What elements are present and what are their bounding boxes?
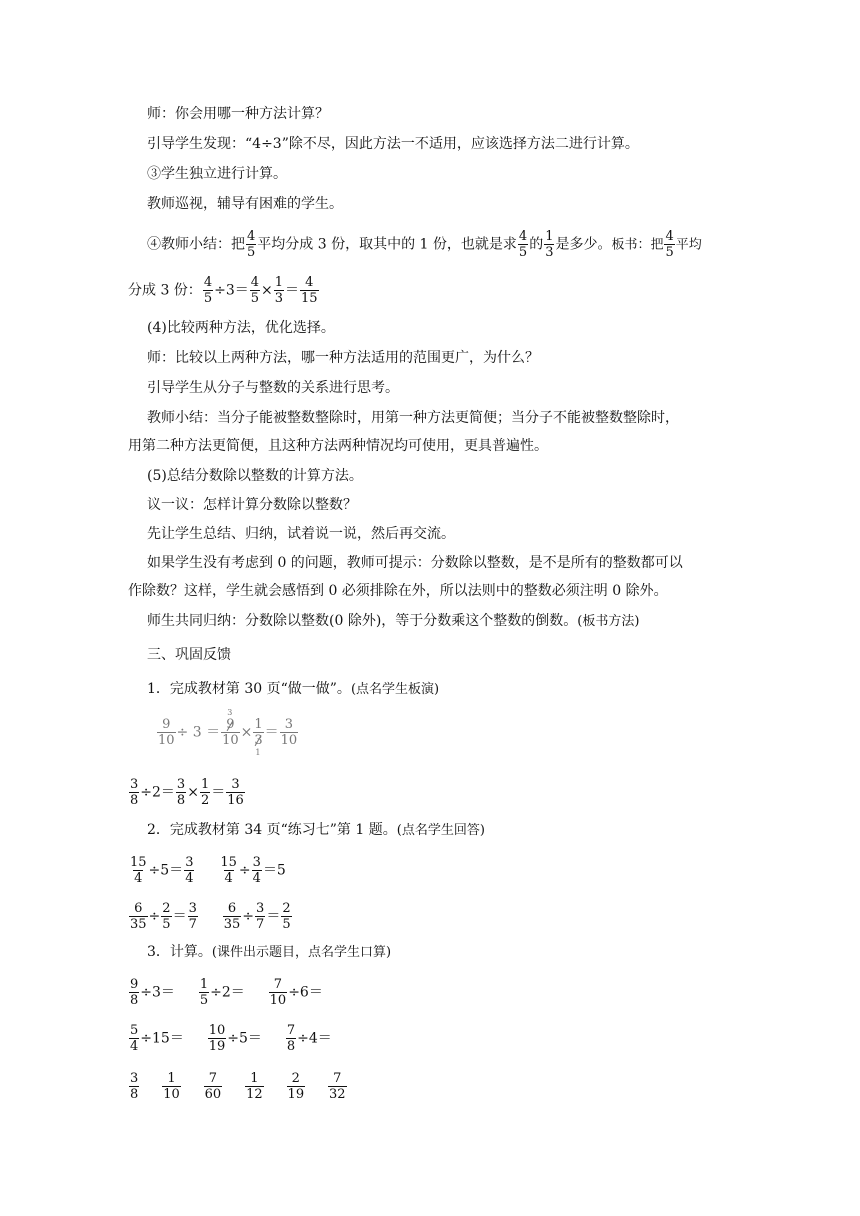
denominator: 10 <box>163 1087 180 1102</box>
denominator: 5 <box>247 245 256 260</box>
numerator: 4 <box>305 275 314 290</box>
exercise-row <box>128 902 293 931</box>
text-span: 3．计算。 <box>147 944 212 960</box>
answer-fraction <box>204 1072 223 1101</box>
text-line <box>147 679 439 700</box>
numerator: 1 <box>167 1071 176 1086</box>
text-span: 1．完成教材第 30 页“做一做”。 <box>147 681 351 697</box>
text-span: 是多少。 <box>555 236 612 253</box>
fraction <box>208 1024 227 1053</box>
blackboard-note: (点名学生回答) <box>396 823 485 838</box>
fraction <box>129 856 148 885</box>
denominator: 12 <box>246 1087 263 1102</box>
fraction <box>223 902 242 931</box>
numerator: 4 <box>247 229 256 244</box>
text-line: 用第二种方法更简便，且这种方法两种情况均可使用，更具普遍性。 <box>128 438 548 454</box>
numerator: 4 <box>203 275 213 290</box>
denominator: 8 <box>130 793 139 808</box>
fraction <box>252 856 262 885</box>
operator: ＝ <box>172 908 187 925</box>
numerator: 4 <box>665 229 674 244</box>
denominator: 15 <box>301 291 318 306</box>
denominator: 8 <box>130 993 139 1008</box>
fraction <box>664 230 674 259</box>
operator: ＝ <box>211 784 226 801</box>
numerator: 6 <box>134 901 143 916</box>
fraction <box>280 718 299 747</box>
numerator: 3 <box>252 855 261 870</box>
blackboard-note: (板书方法) <box>577 614 640 629</box>
exercise-row <box>128 978 323 1007</box>
numerator: 15 <box>220 855 237 870</box>
numerator: 6 <box>227 901 237 916</box>
blackboard-note: (课件出示题目，点名学生口算) <box>211 945 392 960</box>
denominator: 35 <box>223 917 241 932</box>
operator: × <box>240 724 253 741</box>
fraction <box>286 1024 296 1053</box>
fraction <box>188 902 198 931</box>
text-line: 作除数？这样，学生就会感悟到 0 必须排除在外，所以法则中的整数必须注明 0 除外。 <box>128 583 668 599</box>
denominator: 7 <box>188 917 197 932</box>
numerator: 3 <box>231 777 240 792</box>
numerator: 5 <box>130 1023 139 1038</box>
cancelled-numerator <box>225 708 235 732</box>
operator: ÷ <box>148 908 161 925</box>
numerator: 7 <box>273 977 283 992</box>
text-line-formula <box>128 276 320 305</box>
denominator: 8 <box>286 1039 296 1054</box>
text-line: (5)总结分数除以整数的计算方法。 <box>147 468 363 484</box>
numerator: 9 <box>130 977 139 992</box>
fraction <box>161 902 171 931</box>
answer-row <box>128 1072 348 1101</box>
blackboard-note: 平均 <box>675 237 702 253</box>
denominator: 8 <box>130 1087 139 1102</box>
denominator: 60 <box>204 1087 222 1102</box>
text-line: 师：你会用哪一种方法计算？ <box>147 106 329 122</box>
fraction <box>269 978 288 1007</box>
denominator: 5 <box>518 245 528 260</box>
text-line: 引导学生从分子与整数的关系进行思考。 <box>147 380 399 396</box>
exercise-row <box>128 1024 332 1053</box>
denominator: 3 <box>274 291 284 306</box>
numerator: 2 <box>291 1071 300 1086</box>
text-span: 的 <box>529 236 544 253</box>
text-line: (4)比较两种方法，优化选择。 <box>147 320 335 336</box>
answer-fraction <box>287 1072 306 1101</box>
numerator: 1 <box>200 777 210 792</box>
operator: ÷15＝ <box>140 1030 184 1047</box>
fraction <box>184 856 194 885</box>
reduced-value: 1 <box>255 748 261 757</box>
text-line: 教师小结：当分子能被整数整除时，用第一种方法更简便；当分子不能被整数整除时， <box>147 410 679 426</box>
numerator: 15 <box>130 855 147 870</box>
operator: ÷4＝ <box>297 1030 332 1047</box>
numerator: 4 <box>250 275 260 290</box>
numerator: 1 <box>250 1071 259 1086</box>
denominator: 10 <box>280 733 298 748</box>
fraction <box>255 902 265 931</box>
numerator: 3 <box>284 717 294 732</box>
numerator: 4 <box>518 229 528 244</box>
denominator: 19 <box>208 1039 226 1054</box>
operator: ÷2＝ <box>210 984 245 1001</box>
operator: ÷2＝ <box>140 784 175 801</box>
numerator: 9 <box>226 717 235 732</box>
numerator: 7 <box>333 1071 342 1086</box>
text-span: 平均分成 3 份，取其中的 1 份，也就是求 <box>257 236 517 253</box>
reduced-value: 3 <box>227 708 233 717</box>
answer-fraction <box>162 1072 181 1101</box>
blackboard-note: 板书：把 <box>611 237 664 253</box>
numerator: 2 <box>162 901 171 916</box>
denominator: 4 <box>252 871 261 886</box>
blackboard-note: (点名学生板演) <box>350 682 440 697</box>
fraction <box>203 276 213 305</box>
denominator: 8 <box>176 793 186 808</box>
denominator: 5 <box>162 917 171 932</box>
denominator: 7 <box>256 917 265 932</box>
denominator: 10 <box>269 993 287 1008</box>
answer-fraction <box>129 1072 139 1101</box>
denominator: 10 <box>222 733 239 748</box>
answer-fraction <box>328 1072 347 1101</box>
fraction <box>199 978 209 1007</box>
answer-fraction <box>245 1072 264 1101</box>
fraction <box>253 717 263 757</box>
numerator: 7 <box>286 1023 296 1038</box>
fraction <box>281 902 291 931</box>
denominator: 5 <box>199 993 209 1008</box>
denominator: 5 <box>665 245 674 260</box>
fraction <box>274 276 284 305</box>
text-line <box>147 611 639 632</box>
numerator: 3 <box>185 855 194 870</box>
operator: ÷5＝ <box>227 1030 262 1047</box>
operator: ÷ 3 ＝ <box>176 724 221 741</box>
numerator: 3 <box>176 777 186 792</box>
numerator: 1 <box>199 977 209 992</box>
numerator: 3 <box>130 1071 139 1086</box>
denominator: 4 <box>134 871 143 886</box>
operator: ÷6＝ <box>288 984 323 1001</box>
operator: × <box>261 282 273 299</box>
cancelled-denominator <box>253 732 263 757</box>
text-line: 先让学生总结、归纳，试着说一说，然后再交流。 <box>147 526 455 542</box>
numerator: 3 <box>130 777 139 792</box>
operator: ÷3＝ <box>214 282 249 299</box>
denominator: 19 <box>287 1087 305 1102</box>
numerator: 1 <box>274 275 284 290</box>
numerator: 1 <box>254 717 263 732</box>
fraction <box>226 778 245 807</box>
denominator: 4 <box>185 871 194 886</box>
numerator: 7 <box>208 1071 218 1086</box>
text-span: 分成 3 份： <box>128 282 202 299</box>
fraction <box>250 276 260 305</box>
text-line <box>147 820 485 841</box>
fraction <box>221 708 240 748</box>
denominator: 2 <box>200 793 210 808</box>
section-heading: 三、巩固反馈 <box>147 647 231 663</box>
numerator: 9 <box>162 717 171 732</box>
denominator: 35 <box>130 917 147 932</box>
text-line-summary <box>147 230 702 259</box>
text-line: 如果学生没有考虑到 0 的问题，教师可提示：分数除以整数，是不是所有的整数都可以 <box>147 555 683 571</box>
text-span: ④教师小结：把 <box>147 236 245 253</box>
fraction <box>129 978 139 1007</box>
fraction <box>300 276 319 305</box>
operator: ＝ <box>285 282 300 299</box>
fraction <box>544 230 554 259</box>
numerator: 3 <box>188 901 197 916</box>
fraction <box>246 230 256 259</box>
denominator: 4 <box>224 871 233 886</box>
worked-example <box>128 778 246 807</box>
fraction <box>129 1024 139 1053</box>
text-line <box>147 942 391 963</box>
numerator: 10 <box>208 1023 226 1038</box>
denominator: 4 <box>130 1039 139 1054</box>
denominator: 3 <box>254 733 263 748</box>
exercise-row <box>128 856 286 885</box>
text-span: 2．完成教材第 34 页“练习七”第 1 题。 <box>147 822 397 838</box>
text-line: 教师巡视，辅导有困难的学生。 <box>147 196 343 212</box>
fraction <box>157 718 176 747</box>
numerator: 3 <box>256 901 265 916</box>
worked-example <box>156 708 299 757</box>
operator: ÷5＝ <box>148 862 184 879</box>
operator: ＝ <box>266 908 281 925</box>
text-line: ③学生独立进行计算。 <box>147 166 287 182</box>
denominator: 5 <box>250 291 260 306</box>
operator: ÷3＝ <box>140 984 175 1001</box>
operator: ÷ <box>238 862 251 879</box>
denominator: 3 <box>545 245 554 260</box>
operator: ＝ <box>264 724 279 741</box>
text-line: 引导学生发现：“4÷3”除不尽，因此方法一不适用，应该选择方法二进行计算。 <box>147 136 639 152</box>
fraction <box>129 902 148 931</box>
denominator: 32 <box>329 1087 346 1102</box>
fraction <box>200 778 210 807</box>
numerator: 1 <box>545 229 554 244</box>
numerator: 2 <box>282 901 291 916</box>
denominator: 5 <box>203 291 213 306</box>
text-line: 议一议：怎样计算分数除以整数？ <box>147 497 357 513</box>
text-line: 师：比较以上两种方法，哪一种方法适用的范围更广，为什么？ <box>147 350 539 366</box>
denominator: 16 <box>227 793 244 808</box>
fraction <box>129 778 139 807</box>
operator: × <box>187 784 199 801</box>
operator: ÷ <box>242 908 255 925</box>
fraction <box>518 230 528 259</box>
fraction <box>176 778 186 807</box>
denominator: 5 <box>282 917 291 932</box>
text-span: 师生共同归纳：分数除以整数(0 除外)，等于分数乘这个整数的倒数。 <box>147 613 578 629</box>
operator: ＝5 <box>262 862 286 879</box>
fraction <box>219 856 238 885</box>
denominator: 10 <box>158 733 175 748</box>
